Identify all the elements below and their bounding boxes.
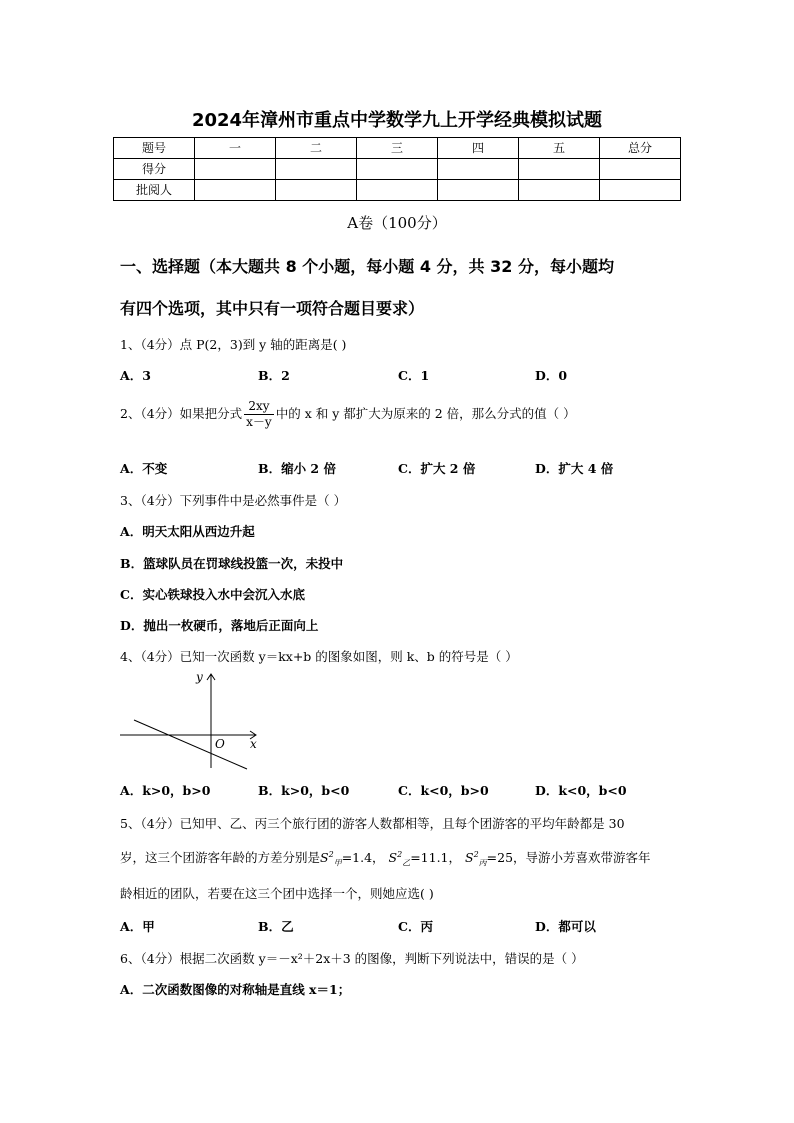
origin-label: O	[215, 737, 225, 751]
linear-function-graph	[116, 668, 266, 778]
table-row	[114, 159, 681, 180]
function-line	[134, 720, 247, 769]
table-row	[114, 180, 681, 201]
table-cell: 得分	[114, 159, 195, 180]
y-axis-label: y	[196, 670, 203, 684]
score-table	[113, 137, 681, 201]
table-cell: 一	[195, 138, 276, 159]
option-c[interactable]: C．1	[398, 368, 430, 383]
question-6: 6、（4分）根据二次函数 y＝－x²＋2x＋3 的图像，判断下列说法中，错误的是（ ）	[120, 951, 584, 966]
table-cell: 题号	[114, 138, 195, 159]
fraction-numerator: 2xy	[244, 399, 274, 415]
question-4: 4、（4分）已知一次函数 y＝kx+b 的图象如图，则 k、b 的符号是（ ）	[120, 649, 518, 664]
part1-heading-line2: 有四个选项，其中只有一项符合题目要求）	[120, 299, 425, 318]
variance-subscript: 甲	[333, 858, 342, 868]
table-cell: 二	[276, 138, 357, 159]
reviewer-input-cell[interactable]	[519, 180, 600, 201]
question-5-line2	[120, 848, 651, 869]
table-cell: 四	[438, 138, 519, 159]
question-2-suffix: 中的 x 和 y 都扩大为原来的 2 倍，那么分式的值（ ）	[275, 406, 576, 421]
question-4-options	[120, 781, 680, 799]
question-2-options	[120, 459, 680, 477]
option-b[interactable]: B．篮球队员在罚球线投篮一次，未投中	[120, 556, 344, 571]
question-5-options	[120, 917, 680, 935]
score-input-cell[interactable]	[276, 159, 357, 180]
option-a[interactable]: A．明天太阳从西边升起	[120, 524, 255, 539]
score-input-cell[interactable]	[519, 159, 600, 180]
table-row	[114, 138, 681, 159]
option-c[interactable]: C．实心铁球投入水中会沉入水底	[120, 587, 305, 602]
option-b[interactable]: B．2	[258, 368, 290, 383]
reviewer-input-cell[interactable]	[195, 180, 276, 201]
option-a[interactable]: A．k>0，b>0	[120, 783, 211, 798]
option-c[interactable]: C．扩大 2 倍	[398, 461, 476, 476]
table-cell: 五	[519, 138, 600, 159]
variance-subscript: 乙	[402, 858, 411, 868]
option-d[interactable]: D．扩大 4 倍	[535, 461, 614, 476]
variance-subscript: 丙	[478, 858, 487, 868]
score-input-cell[interactable]	[195, 159, 276, 180]
variance-bing: =25，导游小芳喜欢带游客年	[486, 850, 651, 865]
reviewer-input-cell[interactable]	[357, 180, 438, 201]
option-a[interactable]: A．不变	[120, 461, 168, 476]
score-input-cell[interactable]	[438, 159, 519, 180]
option-c[interactable]: C．k<0，b>0	[398, 783, 489, 798]
option-a[interactable]: A．二次函数图像的对称轴是直线 x＝1；	[120, 982, 351, 997]
option-b[interactable]: B．缩小 2 倍	[258, 461, 336, 476]
table-cell: 总分	[600, 138, 681, 159]
question-1: 1、（4分）点 P(2，3)到 y 轴的距离是( )	[120, 337, 347, 352]
question-5-line2-text: 岁，这三个团游客年龄的方差分别是	[120, 850, 321, 865]
score-input-cell[interactable]	[600, 159, 681, 180]
reviewer-input-cell[interactable]	[600, 180, 681, 201]
fraction-denominator: x－y	[246, 415, 272, 429]
table-cell: 三	[357, 138, 438, 159]
question-5-line3: 龄相近的团队，若要在这三个团中选择一个，则她应选( )	[120, 886, 434, 901]
variance-yi: =11.1，	[410, 850, 462, 865]
question-1-options	[120, 366, 680, 384]
option-c[interactable]: C．丙	[398, 919, 433, 934]
option-d[interactable]: D．0	[535, 368, 568, 383]
option-a[interactable]: A．甲	[120, 919, 155, 934]
fraction	[244, 399, 274, 430]
reviewer-input-cell[interactable]	[438, 180, 519, 201]
table-cell: 批阅人	[114, 180, 195, 201]
question-5-line1: 5、（4分）已知甲、乙、丙三个旅行团的游客人数都相等，且每个团游客的平均年龄都是 30	[120, 816, 625, 831]
x-axis-label: x	[250, 737, 257, 751]
variance-symbol: $S^2_甲$	[320, 849, 342, 868]
option-a[interactable]: A．3	[120, 368, 151, 383]
option-b[interactable]: B．k>0，b<0	[258, 783, 350, 798]
score-input-cell[interactable]	[357, 159, 438, 180]
page-title: 2024年漳州市重点中学数学九上开学经典模拟试题	[191, 110, 603, 131]
section-a-title: A卷（100分）	[347, 214, 447, 232]
question-2	[120, 399, 576, 430]
variance-symbol: $S^2_乙$	[388, 849, 411, 868]
option-b[interactable]: B．乙	[258, 919, 294, 934]
variance-symbol: $S^2_丙$	[465, 849, 487, 868]
variance-jia: =1.4，	[341, 850, 385, 865]
question-3: 3、（4分）下列事件中是必然事件是（ ）	[120, 493, 347, 508]
reviewer-input-cell[interactable]	[276, 180, 357, 201]
option-d[interactable]: D．k<0，b<0	[535, 783, 627, 798]
option-d[interactable]: D．都可以	[535, 919, 596, 934]
question-2-prefix: 2、（4分）如果把分式	[120, 406, 243, 421]
option-d[interactable]: D．抛出一枚硬币，落地后正面向上	[120, 618, 319, 633]
part1-heading-line1: 一、选择题（本大题共 8 个小题，每小题 4 分，共 32 分，每小题均	[120, 257, 614, 276]
